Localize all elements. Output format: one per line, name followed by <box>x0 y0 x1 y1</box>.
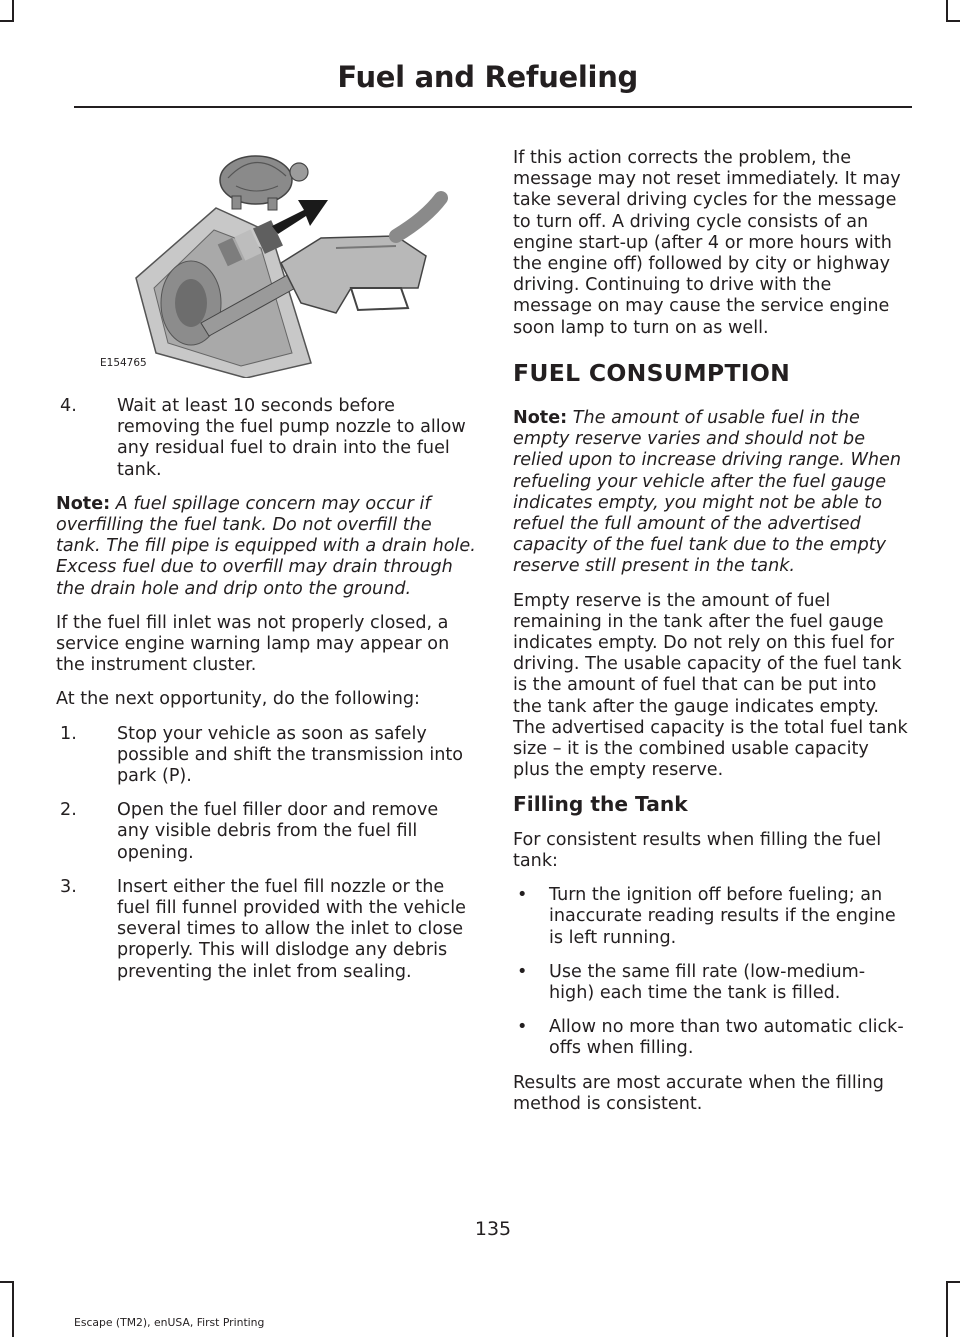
list-text: Stop your vehicle as soon as safely possible and shift the transmission into park (P). <box>117 723 464 787</box>
fuel-nozzle-drawing <box>96 138 456 378</box>
list-text: Insert either the fuel fill nozzle or the fuel fill funnel provided with the vehicle several times to allow the inlet to close properly. This will dislodge any debris preventing the inlet from sealing. <box>117 876 466 982</box>
list-item <box>513 885 909 949</box>
bullet-mark: • <box>517 885 528 906</box>
left-column <box>56 138 476 996</box>
crop-mark <box>12 1281 14 1337</box>
page-title: Fuel and Refueling <box>337 60 638 94</box>
crop-mark <box>0 20 14 22</box>
crop-mark <box>946 20 960 22</box>
subsection-heading: Filling the Tank <box>513 792 688 817</box>
list-item <box>513 1017 909 1059</box>
list-text: Open the fuel filler door and remove any visible debris from the fuel fill opening. <box>117 800 439 863</box>
step-list-continued <box>56 396 476 481</box>
crop-mark <box>946 0 948 22</box>
fuel-nozzle-illustration <box>96 138 456 378</box>
list-text: Wait at least 10 seconds before removing the fuel pump nozzle to allow any residual fuel to drain into the fuel tank. <box>117 396 466 480</box>
bullet-mark: • <box>517 961 528 982</box>
footer-text: Escape (TM2), enUSA, First Printing <box>74 1316 265 1329</box>
list-item <box>56 877 476 983</box>
list-number: 4. <box>60 396 77 416</box>
list-item <box>56 800 476 864</box>
note-text: The amount of usable fuel in the empty reserve varies and should not be relied upon to increase driving range. When refueling your vehicle after the fuel gauge indicates empty, you might not be able to refuel the full amount of the advertised capacity of the fuel tank due to the empty reserve still present in the tank. <box>513 408 901 577</box>
crop-mark <box>946 1281 960 1283</box>
crop-mark <box>946 1281 948 1337</box>
crop-mark <box>0 1281 14 1283</box>
section-heading: FUEL CONSUMPTION <box>513 358 791 387</box>
paragraph: For consistent results when filling the fuel tank: <box>513 829 882 871</box>
step-list <box>56 724 476 983</box>
figure-code: E154765 <box>100 356 147 369</box>
bullet-list <box>513 885 909 1059</box>
note <box>56 494 476 600</box>
list-number: 1. <box>60 723 77 744</box>
note <box>513 408 909 578</box>
header-divider <box>74 106 912 108</box>
paragraph: At the next opportunity, do the following: <box>56 689 420 710</box>
paragraph: If this action corrects the problem, the message may not reset immediately. It may take several driving cycles for the message to turn off. A driving cycle consists of an engine start-up (after 4 or more hours with the engine off) followed by city or highway driving. Continuing to drive with the message on may cause the service engine soon lamp to turn on as well. <box>513 148 901 338</box>
list-item <box>56 396 476 481</box>
note-text: A fuel spillage concern may occur if overfilling the fuel tank. Do not overfill the tank. The fill pipe is equipped with a drain hole. Excess fuel due to overfill may drain through the drain hole and drip onto the ground. <box>56 493 476 599</box>
list-text: Use the same fill rate (low-medium-high) each time the tank is filled. <box>549 961 866 1003</box>
right-column <box>513 148 909 1128</box>
page-number: 135 <box>474 1218 512 1240</box>
bullet-mark: • <box>517 1017 528 1038</box>
paragraph: If the fuel fill inlet was not properly closed, a service engine warning lamp may appear on the instrument cluster. <box>56 612 450 676</box>
list-text: Allow no more than two automatic click-offs when filling. <box>549 1017 904 1059</box>
note-label: Note: <box>513 408 568 429</box>
list-number: 2. <box>60 800 77 821</box>
crop-mark <box>12 0 14 22</box>
paragraph: Results are most accurate when the filling method is consistent. <box>513 1072 884 1114</box>
list-number: 3. <box>60 876 77 897</box>
list-text: Turn the ignition off before fueling; an inaccurate reading results if the engine is left running. <box>549 885 896 948</box>
paragraph: Empty reserve is the amount of fuel remaining in the tank after the fuel gauge indicates empty. Do not rely on this fuel for driving. The usable capacity of the fuel tank is the amount of fuel that can be put into the tank after the gauge indicates empty. The advertised capacity is the total fuel tank size – it is the combined usable capacity plus the empty reserve. <box>513 590 908 781</box>
list-item <box>513 962 909 1004</box>
note-label: Note: <box>56 493 111 514</box>
list-item <box>56 724 476 788</box>
